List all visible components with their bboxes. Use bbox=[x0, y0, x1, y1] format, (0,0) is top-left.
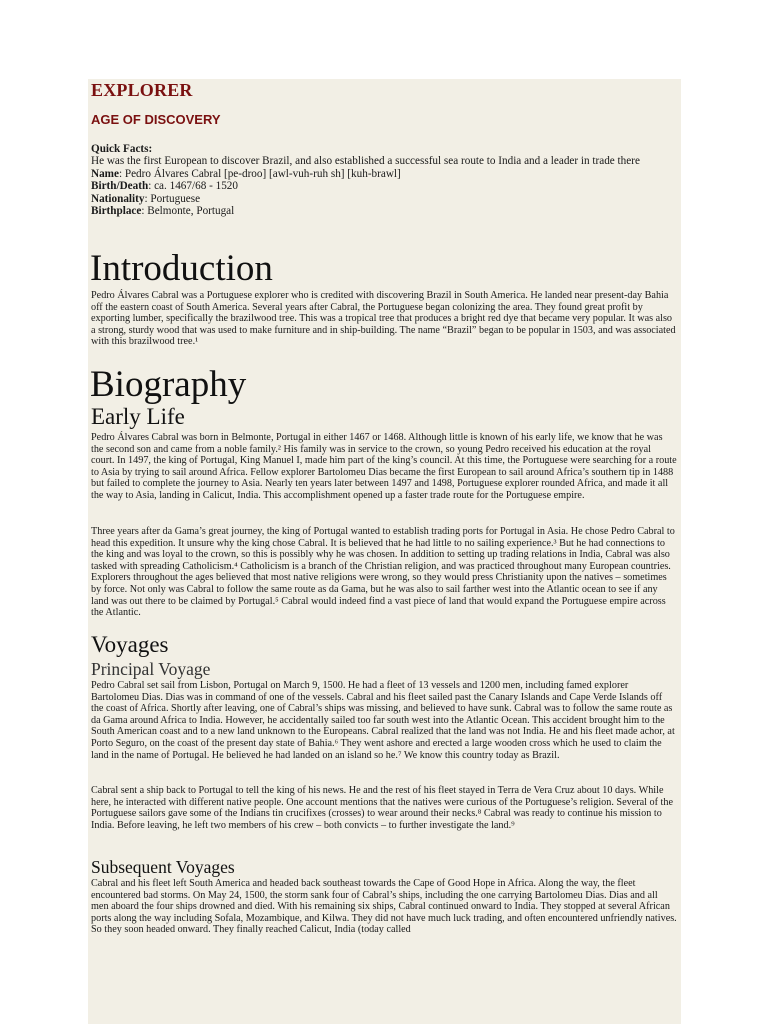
fact-birth-death: Birth/Death: ca. 1467/68 - 1520 bbox=[91, 180, 238, 193]
quick-facts-heading: Quick Facts: bbox=[91, 143, 153, 155]
quick-facts-summary: He was the first European to discover Brazil, and also established a successful sea route to India and a leader in trade there bbox=[91, 155, 640, 168]
early-life-paragraph-1: Pedro Álvares Cabral was born in Belmonte, Portugal in either 1467 or 1468. Although little is known of his early life, we know that he was the second son and came from a noble family.² His family was in service to the crown, so young Pedro received his education at the royal court. In 1497, the king of Portugal, King Manuel I, made him part of the king’s council. At this time, the Portuguese were searching for a route to Asia by trying to sail around Africa. Fellow explorer Bartolomeu Dias became the first European to sail around Africa’s southern tip in 1488 but failed to complete the journey to Asia. Nearly ten years later between 1497 and 1498, Portuguese explorer rounded Africa, and made it all the way to Asia, landing in Calicut, India. This accomplishment opened up a faster trade route for the Portuguese empire. bbox=[91, 432, 677, 501]
introduction-heading: Introduction bbox=[90, 248, 273, 289]
document-page bbox=[88, 79, 681, 1024]
voyages-heading: Voyages bbox=[91, 632, 169, 657]
fact-name: Name: Pedro Álvares Cabral [pe-droo] [awl-vuh-ruh sh] [kuh-brawl] bbox=[91, 167, 401, 180]
early-life-paragraph-2: Three years after da Gama’s great journey, the king of Portugal wanted to establish trading ports for Portugal in Asia. He chose Pedro Cabral to head this expedition. It unsure why the king chose Cabral. It is believed that he had little to no sailing experience.³ But he had connections to the king and was loyal to the crown, so this is possibly why he was chosen. In addition to setting up trading relations in India, Cabral was also tasked with spreading Catholicism.⁴ Catholicism is a branch of the Christian religion, and was practiced throughout many European countries. Explorers throughout the ages believed that most native religions were wrong, so they would press Christianity upon the natives – sometimes by force. Not only was Cabral to follow the same route as da Gama, but he was also to sail farther west into the Atlantic ocean to see if any land was out there to be claimed by Portugal.⁵ Cabral would indeed find a vast piece of land that would expand the Portuguese empire across the Atlantic. bbox=[91, 526, 675, 619]
subsequent-voyages-heading: Subsequent Voyages bbox=[91, 857, 235, 877]
subsequent-voyages-paragraph: Cabral and his fleet left South America and headed back southeast towards the Cape of Good Hope in Africa. Along the way, the fleet encountered bad storms. On May 24, 1500, the storm sank four of Cabral’s ships, including the one carrying Bartolomeu Dias. Dias and all men aboard the four ships drowned and died. With his remaining six ships, Cabral continued onward to India. They stopped at several African ports along the way including Sofala, Mozambique, and Kilwa. They did not have much luck trading, and often encountered unfriendly natives. So they soon headed onward. They finally reached Calicut, India (today called bbox=[91, 878, 677, 936]
biography-heading: Biography bbox=[90, 364, 247, 405]
fact-birthplace: Birthplace: Belmonte, Portugal bbox=[91, 205, 235, 218]
principal-voyage-heading: Principal Voyage bbox=[91, 659, 211, 679]
document-subtitle: AGE OF DISCOVERY bbox=[91, 112, 221, 127]
quick-facts bbox=[91, 143, 676, 217]
early-life-heading: Early Life bbox=[91, 404, 185, 429]
principal-voyage-paragraph-2: Cabral sent a ship back to Portugal to tell the king of his news. He and the rest of his fleet stayed in Terra de Vera Cruz about 10 days. While here, he interacted with different native people. One account mentions that the natives were curious of the Portuguese’s religion. Several of the Portuguese sailors gave some of the Indians tin crucifixes (crosses) to wear around their necks.⁸ Cabral was ready to continue his mission to India. Before leaving, he left two members of his crew – both convicts – to further investigate the land.⁹ bbox=[91, 785, 673, 831]
fact-nationality: Nationality: Portuguese bbox=[91, 192, 201, 205]
principal-voyage-paragraph-1: Pedro Cabral set sail from Lisbon, Portugal on March 9, 1500. He had a fleet of 13 vessels and 1200 men, including famed explorer Bartolomeu Dias. Dias was in command of one of the vessels. Cabral and his fleet sailed past the Canary Islands and Cape Verde Islands off the coast of Africa. Shortly after leaving, one of Cabral’s ships was missing, and believed to have sunk. Cabral was to follow the same route as da Gama around Africa to India. However, he accidentally sailed too far south west into the Atlantic Ocean. This accident brought him to the South American coast and to a new land unknown to the Europeans. Cabral realized that the land was not India. He and his fleet made achor, at Porto Seguro, on the coast of the present day state of Bahia.⁶ They went ashore and erected a large wooden cross which he used to claim the land in the name of Portugal. He believed he had landed on an island so he.⁷ We know this country today as Brazil. bbox=[91, 680, 675, 761]
document-title: EXPLORER bbox=[91, 80, 193, 100]
introduction-text: Pedro Álvares Cabral was a Portuguese explorer who is credited with discovering Brazil in South America. He landed near present-day Bahia off the eastern coast of South America. Several years after Cabral, the Portuguese began colonizing the area. They found great profit by exporting lumber, specifically the brazilwood tree. This was a tropical tree that produces a bright red dye that became very popular. It was also a strong, sturdy wood that was used to make furniture and in ship-building. The name “Brazil” began to be popular in 1503, and was associated with this brazilwood tree.¹ bbox=[91, 290, 676, 348]
